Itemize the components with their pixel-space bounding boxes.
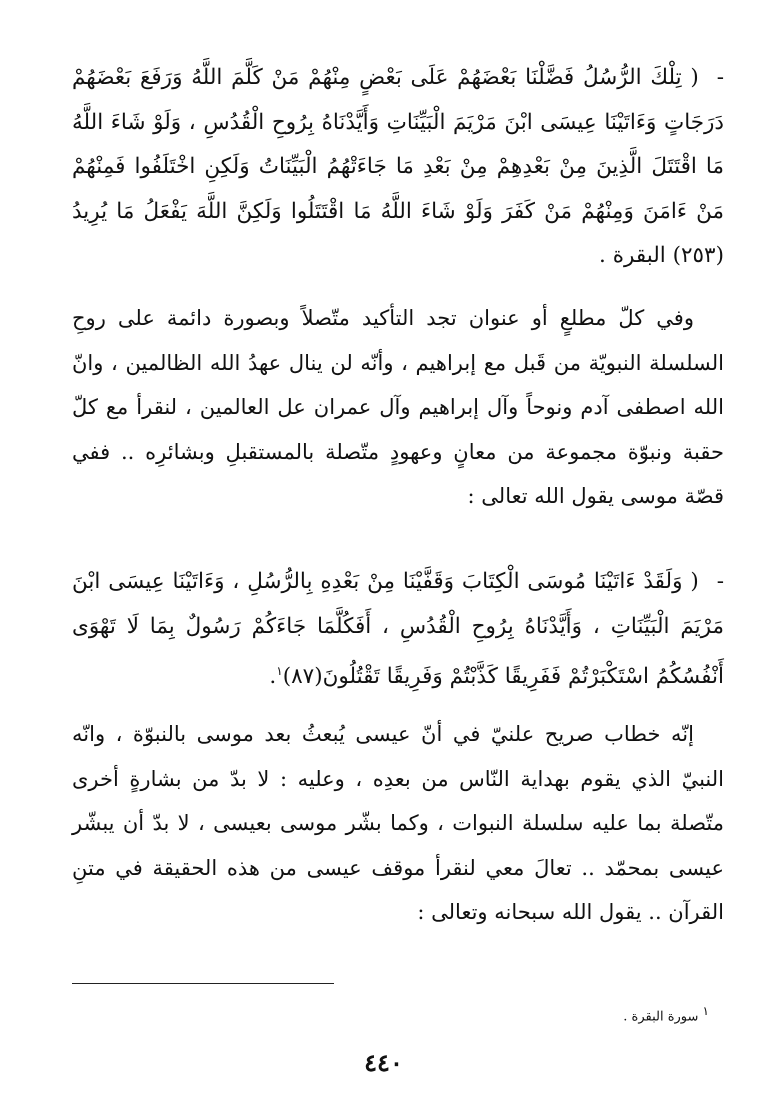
verse-end-mark: . bbox=[269, 664, 277, 690]
quran-verse-baqarah-87 bbox=[72, 560, 724, 700]
paragraph-text: إنّه خطاب صريح علنيّ في أنّ عيسى يُبعثُ بعد موسى بالنبوّة ، وانّه النبيّ الذي يقوم بهداية النّاس من بعدِه ، وعليه : لا بدّ من بشارةٍ أخرى متّصلة بما عليه سلسلة النبوات ، وكما بشّر موسى بعيسى ، لا بدّ أن يبشّر عيسى بمحمّد .. تعالَ معي لنقرأ موقف عيسى من هذه الحقيقة في متنِ القرآن .. يقول الله سبحانه وتعالى : bbox=[72, 722, 724, 924]
paragraph-text: وفي كلّ مطلعٍ أو عنوان تجد التأكيد متّصلاً وبصورة دائمة على روحِ السلسلة النبويّة من قَبل مع إبراهيم ، وأنّه لن ينال عهدُ الله الظالمين ، وانّ الله اصطفى آدم ونوحاً وآل إبراهيم وآل عمران عل العالمين ، لنقرأ مع كلّ حقبة ونبوّة مجموعة من معانٍ وعهودٍ متّصلة بالمستقبلِ وبشائرِه .. ففي قصّة موسى يقول الله تعالى : bbox=[72, 306, 724, 508]
body-paragraph-2 bbox=[72, 712, 724, 935]
verse-text: ( تِلْكَ الرُّسُلُ فَضَّلْنَا بَعْضَهُمْ عَلَى بَعْضٍ مِنْهُمْ مَنْ كَلَّمَ اللَّهُ وَرَفَعَ بَعْضَهُمْ دَرَجَاتٍ وَءَاتَيْنَا عِيسَى ابْنَ مَرْيَمَ الْبَيِّنَاتِ وَأَيَّدْنَاهُ بِرُوحِ الْقُدُسِ ، وَلَوْ شَاءَ اللَّهُ مَا اقْتَتَلَ الَّذِينَ مِنْ بَعْدِهِمْ مِنْ بَعْدِ مَا جَاءَتْهُمُ الْبَيِّنَاتُ وَلَكِنِ اخْتَلَفُوا فَمِنْهُمْ مَنْ ءَامَنَ وَمِنْهُمْ مَنْ كَفَرَ وَلَوْ شَاءَ اللَّهُ مَا اقْتَتَلُوا وَلَكِنَّ اللَّهَ يَفْعَلُ مَا يُرِيدُ (٢٥٣) البقرة . bbox=[72, 65, 724, 268]
verse-text: ( وَلَقَدْ ءَاتَيْنَا مُوسَى الْكِتَابَ وَقَفَّيْنَا مِنْ بَعْدِهِ بِالرُّسُلِ ، وَءَاتَيْنَا عِيسَى ابْنَ مَرْيَمَ الْبَيِّنَاتِ ، وَأَيَّدْنَاهُ بِرُوحِ الْقُدُسِ ، أَفَكُلَّمَا جَاءَكُمْ رَسُولٌ بِمَا لَا تَهْوَى أَنْفُسُكُمُ اسْتَكْبَرْتُمْ فَفَرِيقًا كَذَّبْتُمْ وَفَرِيقًا تَقْتُلُونَ(٨٧) bbox=[72, 569, 724, 690]
footnote bbox=[623, 1002, 709, 1026]
verse-bullet: - bbox=[716, 569, 724, 594]
quran-verse-baqarah-253 bbox=[72, 56, 724, 279]
footnote-number: ١ bbox=[702, 1004, 709, 1018]
footnote-reference[interactable]: ١ bbox=[276, 664, 283, 678]
verse-bullet: - bbox=[716, 65, 724, 90]
page-number: ٤٤٠ bbox=[364, 1048, 403, 1077]
footnote-divider bbox=[72, 983, 334, 984]
footnote-text: سورة البقرة . bbox=[623, 1009, 699, 1025]
body-paragraph-1 bbox=[72, 296, 724, 519]
